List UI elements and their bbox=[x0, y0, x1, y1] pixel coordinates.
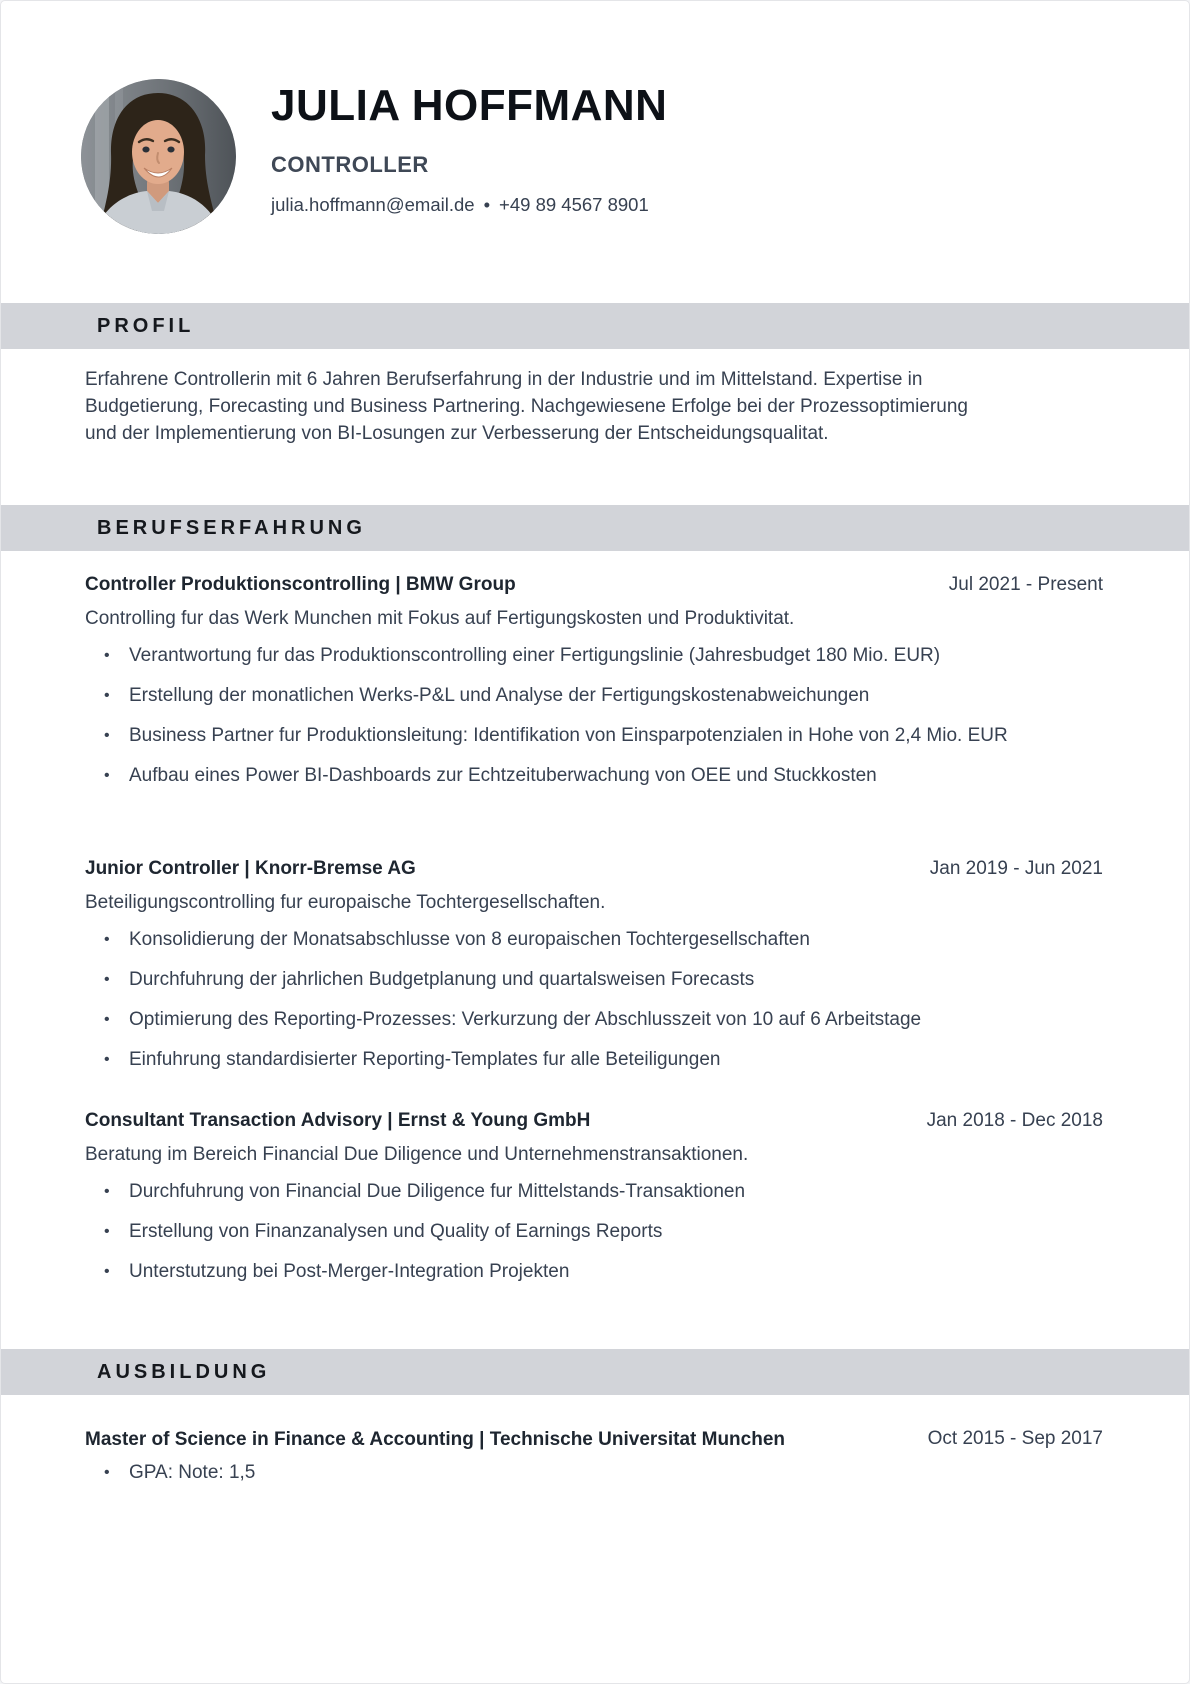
job-title: Controller Produktionscontrolling | BMW Group bbox=[85, 574, 516, 595]
section-header-profil bbox=[1, 303, 1189, 349]
job-head bbox=[85, 857, 1103, 881]
education-entry bbox=[85, 1427, 1103, 1485]
bullet-item: • Optimierung des Reporting-Prozesses: Verkurzung der Abschlusszeit von 10 auf 6 Arbeitstage bbox=[85, 1008, 1103, 1032]
bullet-item: • Erstellung von Finanzanalysen und Quality of Earnings Reports bbox=[85, 1220, 1103, 1244]
job-date: Jan 2018 - Dec 2018 bbox=[926, 1110, 1103, 1131]
job-summary: Beratung im Bereich Financial Due Diligence und Unternehmenstransaktionen. bbox=[85, 1144, 749, 1165]
job-title: Junior Controller | Knorr-Bremse AG bbox=[85, 858, 416, 879]
bullet-item: • Verantwortung fur das Produktionscontrolling einer Fertigungslinie (Jahresbudget 180 Mio. EUR) bbox=[85, 644, 1103, 668]
job-summary: Controlling fur das Werk Munchen mit Fokus auf Fertigungskosten und Produktivitat. bbox=[85, 608, 795, 629]
job-entry bbox=[85, 857, 1103, 1072]
job-date: Jul 2021 - Present bbox=[948, 574, 1103, 595]
profile-line: Erfahrene Controllerin mit 6 Jahren Berufserfahrung in der Industrie und im Mittelstand. Expertise in bbox=[85, 369, 923, 390]
bullet-item: • GPA: Note: 1,5 bbox=[85, 1461, 1103, 1485]
experience-list bbox=[1, 551, 1189, 1284]
person-role: CONTROLLER bbox=[271, 152, 429, 177]
bullet-item: • Unterstutzung bei Post-Merger-Integration Projekten bbox=[85, 1260, 1103, 1284]
profile-line: und der Implementierung von BI-Losungen zur Verbesserung der Entscheidungsqualitat. bbox=[85, 423, 829, 444]
bullet-item: • Durchfuhrung der jahrlichen Budgetplanung und quartalsweisen Forecasts bbox=[85, 968, 1103, 992]
job-date: Jan 2019 - Jun 2021 bbox=[929, 858, 1103, 879]
bullet-item: • Business Partner fur Produktionsleitung: Identifikation von Einsparpotenzialen in Hohe von 2,4 Mio. EUR bbox=[85, 724, 1103, 748]
education-head bbox=[85, 1427, 1103, 1453]
contact-separator: • bbox=[483, 194, 491, 215]
section-label-ausbildung: AUSBILDUNG bbox=[97, 1360, 271, 1383]
section-label-profil: PROFIL bbox=[97, 314, 195, 337]
job-summary: Beteiligungscontrolling fur europaische Tochtergesellschaften. bbox=[85, 892, 606, 913]
bullet-item: • Durchfuhrung von Financial Due Diligence fur Mittelstands-Transaktionen bbox=[85, 1180, 1103, 1204]
job-entry bbox=[85, 1109, 1103, 1284]
education-date: Oct 2015 - Sep 2017 bbox=[927, 1428, 1103, 1449]
contact-line bbox=[271, 194, 667, 216]
education-bullet-list bbox=[85, 1461, 1103, 1485]
job-head bbox=[85, 573, 1103, 597]
job-head bbox=[85, 1109, 1103, 1133]
job-bullet-list bbox=[85, 644, 1103, 788]
bullet-item: • Einfuhrung standardisierter Reporting-Templates fur alle Beteiligungen bbox=[85, 1048, 1103, 1072]
profile-line: Budgetierung, Forecasting und Business Partnering. Nachgewiesene Erfolge bei der Prozessoptimierung bbox=[85, 396, 968, 417]
profile-photo bbox=[81, 79, 236, 234]
job-entry bbox=[85, 573, 1103, 788]
header-text-block bbox=[271, 79, 667, 234]
job-title: Consultant Transaction Advisory | Ernst & Young GmbH bbox=[85, 1110, 591, 1131]
education-title: Master of Science in Finance & Accounting | Technische Universitat Munchen bbox=[85, 1429, 786, 1450]
job-bullet-list bbox=[85, 928, 1103, 1072]
section-header-ausbildung bbox=[1, 1349, 1189, 1395]
education-list bbox=[1, 1395, 1189, 1485]
phone-text: +49 89 4567 8901 bbox=[499, 194, 649, 215]
section-label-berufserfahrung: BERUFSERFAHRUNG bbox=[97, 516, 366, 539]
bullet-item: • Konsolidierung der Monatsabschlusse von 8 europaischen Tochtergesellschaften bbox=[85, 928, 1103, 952]
bullet-item: • Aufbau eines Power BI-Dashboards zur Echtzeituberwachung von OEE und Stuckkosten bbox=[85, 764, 1103, 788]
job-bullet-list bbox=[85, 1180, 1103, 1284]
email-text: julia.hoffmann@email.de bbox=[271, 194, 475, 215]
bullet-item: • Erstellung der monatlichen Werks-P&L und Analyse der Fertigungskostenabweichungen bbox=[85, 684, 1103, 708]
resume-header bbox=[1, 1, 1189, 234]
portrait-illustration bbox=[81, 79, 236, 234]
section-header-berufserfahrung bbox=[1, 505, 1189, 551]
profile-summary bbox=[85, 366, 1095, 447]
person-name: JULIA HOFFMANN bbox=[271, 81, 668, 130]
